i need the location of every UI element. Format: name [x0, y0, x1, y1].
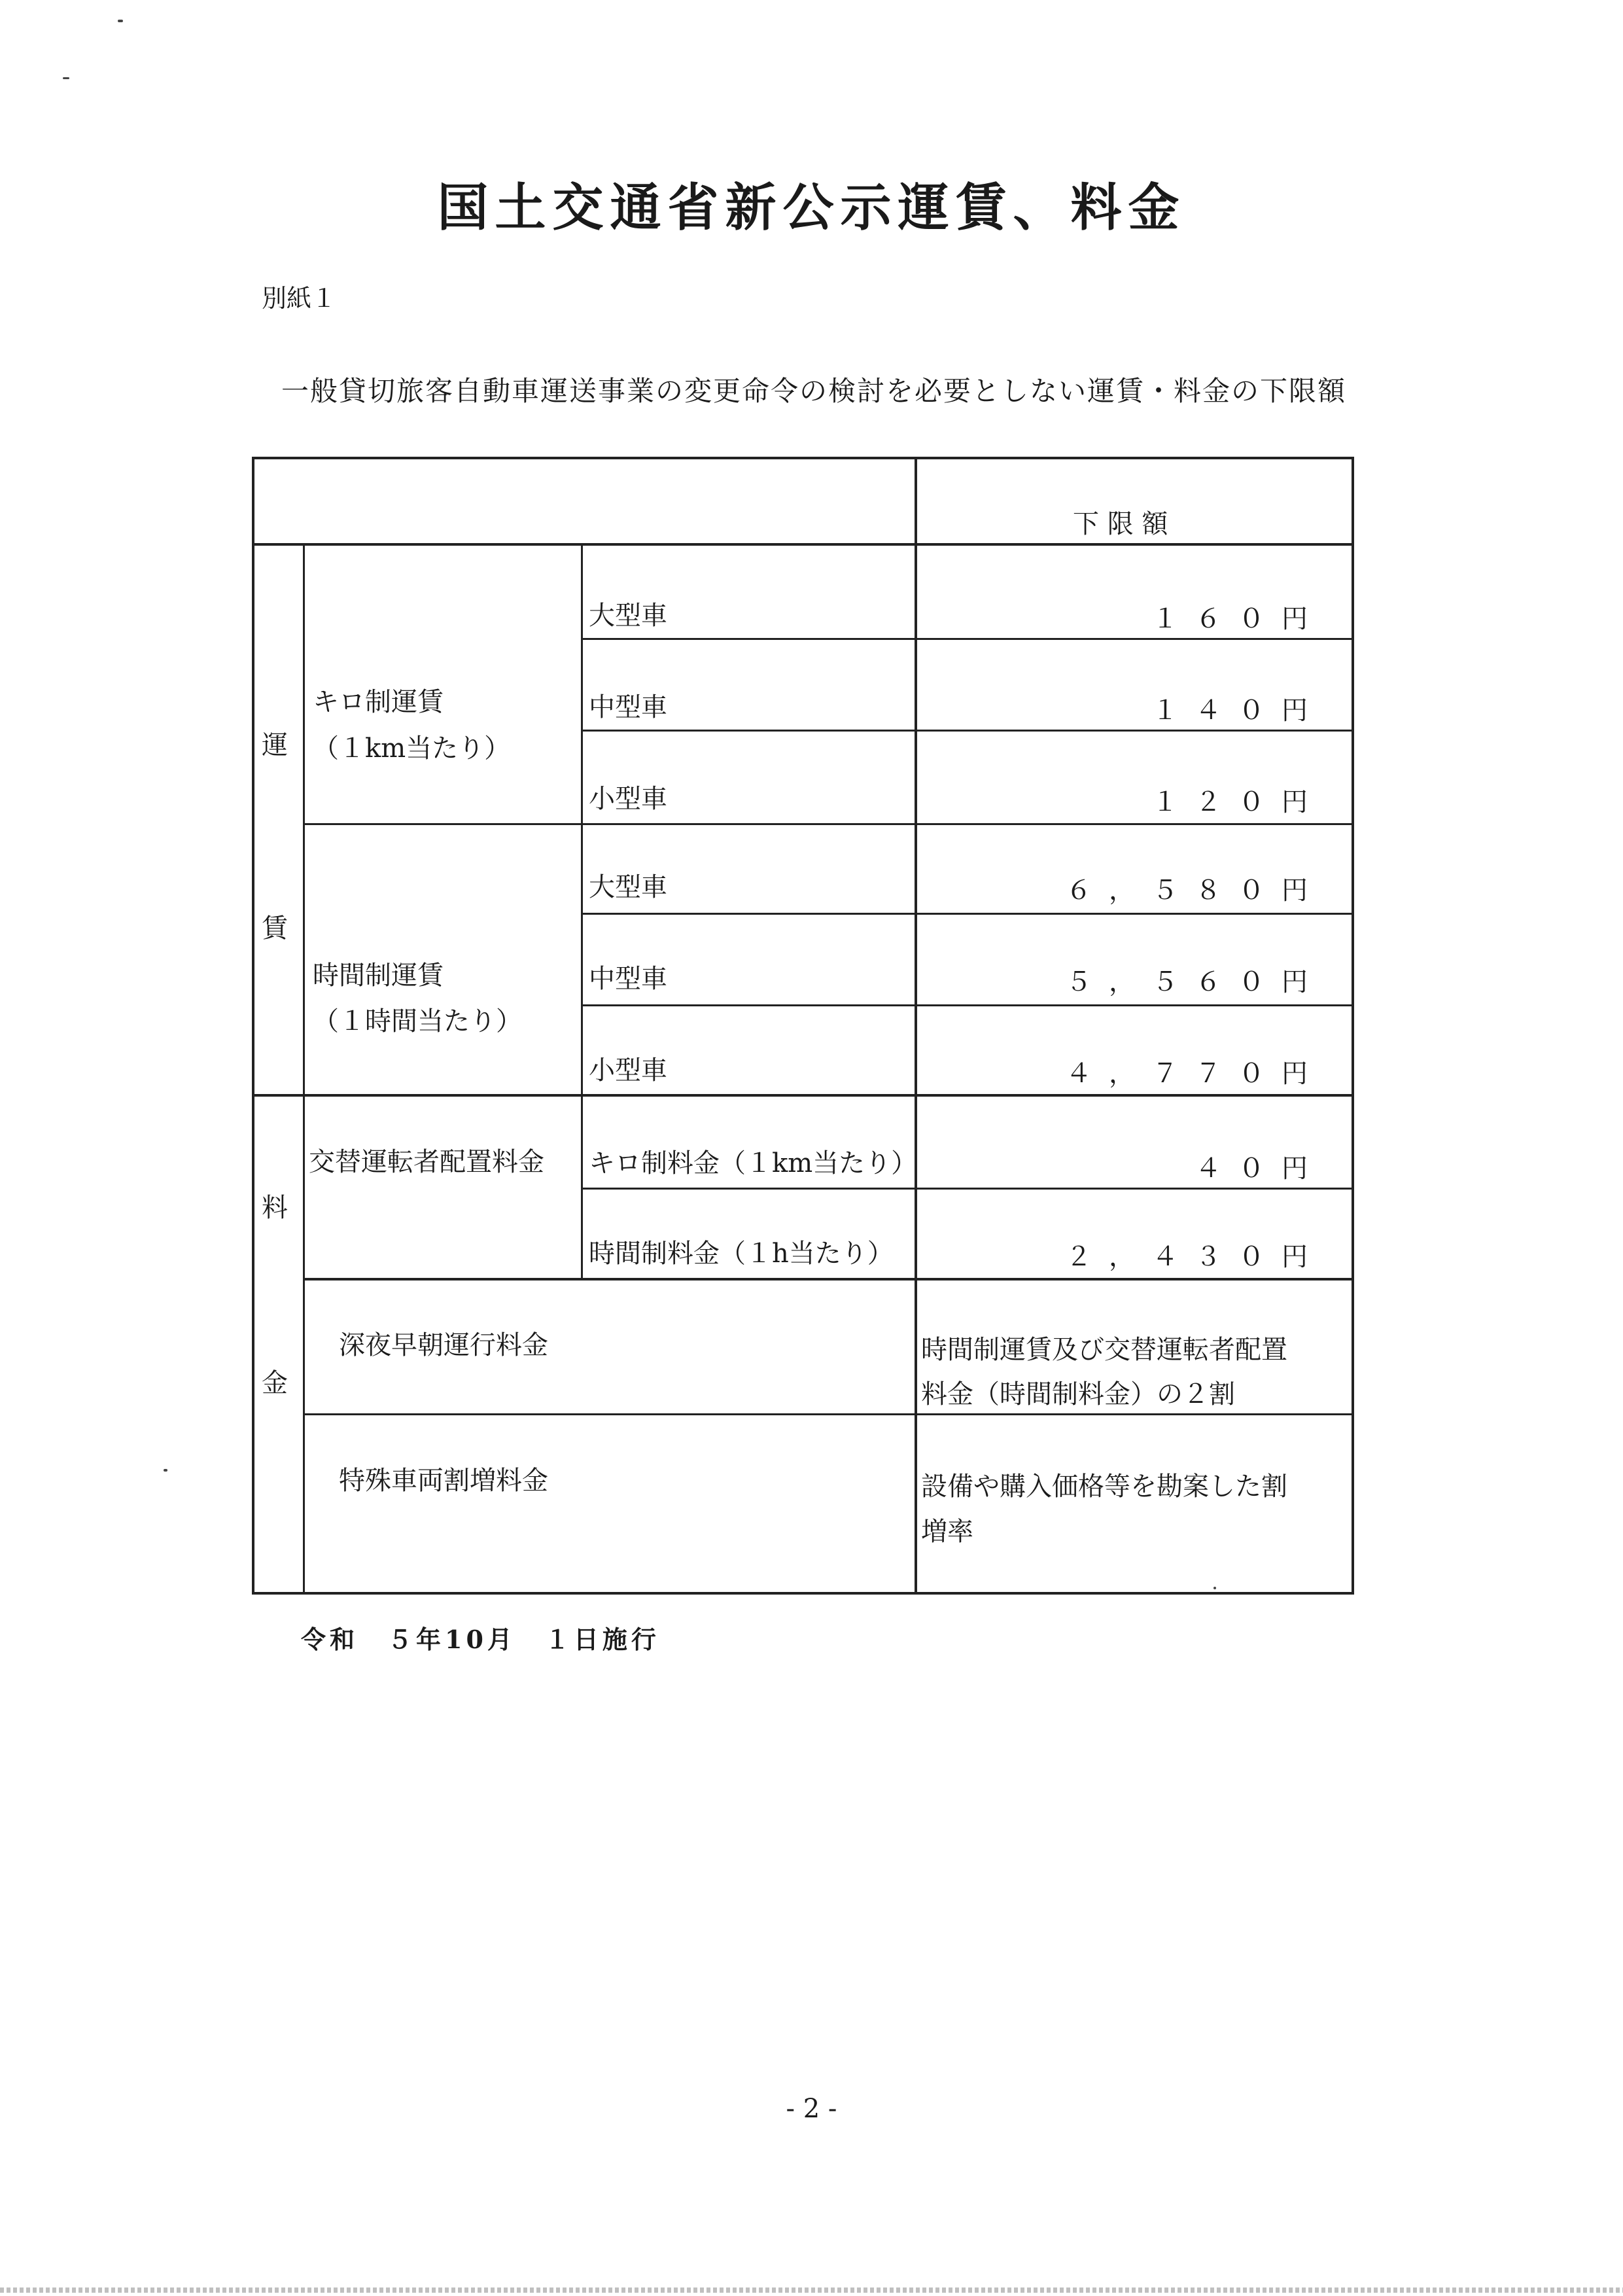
vehicle-type: 大型車: [589, 601, 667, 631]
late-night-fee-label: 深夜早朝運行料金: [339, 1330, 548, 1360]
late-night-fee-value: 時間制運賃及び交替運転者配置: [921, 1335, 1287, 1365]
amount: １２０円: [1152, 787, 1325, 817]
table-rule-top: [252, 457, 1354, 459]
scan-speck: [63, 77, 69, 79]
km-fare-unit: （１km当たり）: [313, 733, 511, 764]
table-rule: [915, 457, 917, 1595]
km-fare-label: キロ制運賃: [313, 687, 444, 717]
scan-speck: [118, 20, 123, 22]
special-vehicle-fee-value: 設備や購入価格等を勘案した割: [921, 1472, 1287, 1502]
amount: ５，５６０円: [1066, 967, 1325, 997]
attachment-label: 別紙１: [262, 284, 337, 313]
group-label-fee: 料: [262, 1193, 288, 1223]
vehicle-type: 中型車: [589, 964, 667, 994]
table-rule: [303, 543, 305, 1595]
table-rule: [581, 543, 583, 1279]
table-rule-bottom: [252, 1592, 1354, 1595]
effective-date: 令和 ５年10月 １日施行: [301, 1625, 660, 1654]
vehicle-type: 大型車: [589, 872, 667, 902]
relief-driver-fee-label: 交替運転者配置料金: [309, 1147, 544, 1177]
scan-speck: [1213, 1587, 1216, 1589]
page-title: 国土交通省新公示運賃、料金: [437, 178, 1186, 238]
time-fare-label: 時間制運賃: [313, 961, 444, 991]
group-label-fare: 運: [262, 730, 288, 760]
page-number: - 2 -: [786, 2094, 837, 2124]
fee-item: 時間制料金（１h当たり）: [589, 1239, 894, 1269]
late-night-fee-value: 料金（時間制料金）の２割: [921, 1379, 1235, 1409]
fee-item: キロ制料金（１km当たり）: [589, 1148, 918, 1178]
vehicle-type: 小型車: [589, 784, 667, 814]
vehicle-type: 小型車: [589, 1055, 667, 1086]
group-label-fee: 金: [262, 1368, 288, 1398]
amount: １６０円: [1152, 604, 1325, 634]
special-vehicle-fee-value: 増率: [921, 1517, 973, 1547]
amount: ４，７７０円: [1066, 1059, 1325, 1089]
amount: １４０円: [1152, 696, 1325, 726]
amount: ４０円: [1195, 1154, 1325, 1184]
vehicle-type: 中型車: [589, 692, 667, 722]
amount: ２，４３０円: [1066, 1242, 1325, 1272]
table-rule-left: [252, 457, 254, 1595]
table-caption: 一般貸切旅客自動車運送事業の変更命令の検討を必要としない運賃・料金の下限額: [281, 375, 1347, 407]
table-rule-header: [252, 543, 1354, 546]
scan-edge: [0, 2287, 1623, 2293]
table-rule-right: [1352, 457, 1354, 1595]
scan-speck: [164, 1469, 167, 1472]
column-header-lower-limit: 下 限 額: [1073, 509, 1168, 539]
group-label-fare: 賃: [262, 913, 288, 944]
amount: ６，５８０円: [1066, 875, 1325, 906]
special-vehicle-fee-label: 特殊車両割増料金: [339, 1466, 548, 1496]
time-fare-unit: （１時間当たり）: [313, 1006, 522, 1036]
